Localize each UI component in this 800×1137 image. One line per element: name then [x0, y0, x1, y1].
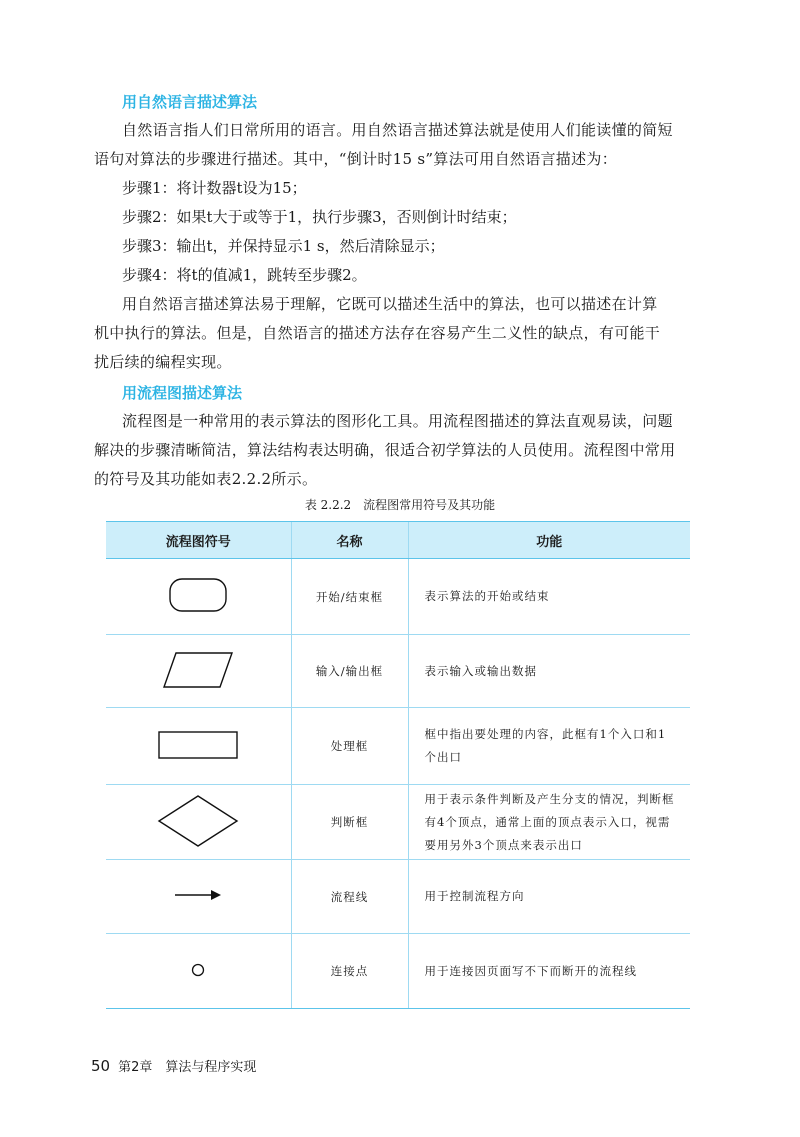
- symbol-cell: [106, 860, 291, 934]
- symbol-name: 处理框: [291, 708, 408, 785]
- column-header-symbol: 流程图符号: [106, 522, 291, 559]
- paragraph-line: 自然语言指人们日常所用的语言。用自然语言描述算法就是使用人们能读懂的简短: [122, 121, 673, 139]
- algorithm-step: 步骤4：将t的值减1，跳转至步骤2。: [122, 266, 367, 284]
- section-heading-natural-language: 用自然语言描述算法: [122, 93, 258, 111]
- symbol-cell: [106, 635, 291, 708]
- flow-line-arrow-icon: [173, 887, 223, 903]
- paragraph-line: 解决的步骤清晰简洁，算法结构表达明确，很适合初学算法的人员使用。流程图中常用: [94, 441, 676, 459]
- symbol-function: 用于控制流程方向: [408, 860, 690, 934]
- symbol-function: 表示算法的开始或结束: [408, 559, 690, 635]
- page-footer: [91, 1056, 256, 1075]
- symbol-function: 框中指出要处理的内容，此框有1个入口和1个出口: [408, 708, 690, 785]
- paragraph-line: 的符号及其功能如表2.2.2所示。: [94, 470, 318, 488]
- table-row: [106, 785, 690, 860]
- column-header-function: 功能: [408, 522, 690, 559]
- table-row: [106, 934, 690, 1009]
- symbol-function: 表示输入或输出数据: [408, 635, 690, 708]
- symbol-function: 用于连接因页面写不下而断开的流程线: [408, 934, 690, 1009]
- algorithm-step: 步骤2：如果t大于或等于1，执行步骤3，否则倒计时结束；: [122, 208, 517, 226]
- symbol-name: 流程线: [291, 860, 408, 934]
- symbol-cell: [106, 785, 291, 860]
- symbol-cell: [106, 934, 291, 1009]
- symbol-name: 开始/结束框: [291, 559, 408, 635]
- table-row: [106, 635, 690, 708]
- paragraph-line: 语句对算法的步骤进行描述。其中，“倒计时15 s”算法可用自然语言描述为：: [94, 150, 617, 168]
- decision-symbol-icon: [157, 794, 239, 848]
- symbol-function: 用于表示条件判断及产生分支的情况，判断框有4个顶点，通常上面的顶点表示入口，视需要用另外3个顶点来表示出口: [408, 785, 690, 860]
- algorithm-step: 步骤3：输出t，并保持显示1 s，然后清除显示；: [122, 237, 445, 255]
- table-row: [106, 708, 690, 785]
- paragraph-line: 流程图是一种常用的表示算法的图形化工具。用流程图描述的算法直观易读，问题: [122, 412, 673, 430]
- process-symbol-icon: [157, 730, 239, 760]
- paragraph-line: 扰后续的编程实现。: [94, 353, 232, 371]
- chapter-title: 第2章 算法与程序实现: [118, 1060, 257, 1075]
- symbol-cell: [106, 708, 291, 785]
- paragraph-line: 机中执行的算法。但是，自然语言的描述方法存在容易产生二义性的缺点，有可能干: [94, 324, 661, 342]
- symbol-name: 判断框: [291, 785, 408, 860]
- table-caption: 表 2.2.2 流程图常用符号及其功能: [304, 498, 496, 512]
- flowchart-symbols-table: [106, 521, 690, 1009]
- column-header-name: 名称: [291, 522, 408, 559]
- page-number: 50: [91, 1057, 111, 1075]
- connector-circle-icon: [190, 962, 206, 978]
- input-output-symbol-icon: [162, 650, 234, 690]
- table-row: [106, 860, 690, 934]
- symbol-name: 输入/输出框: [291, 635, 408, 708]
- paragraph-line: 用自然语言描述算法易于理解，它既可以描述生活中的算法，也可以描述在计算: [122, 295, 658, 313]
- terminal-symbol-icon: [168, 575, 228, 615]
- section-heading-flowchart: 用流程图描述算法: [122, 384, 243, 402]
- table-row: [106, 559, 690, 635]
- symbol-name: 连接点: [291, 934, 408, 1009]
- symbol-cell: [106, 559, 291, 635]
- table-header-row: [106, 522, 690, 559]
- algorithm-step: 步骤1：将计数器t设为15；: [122, 179, 307, 197]
